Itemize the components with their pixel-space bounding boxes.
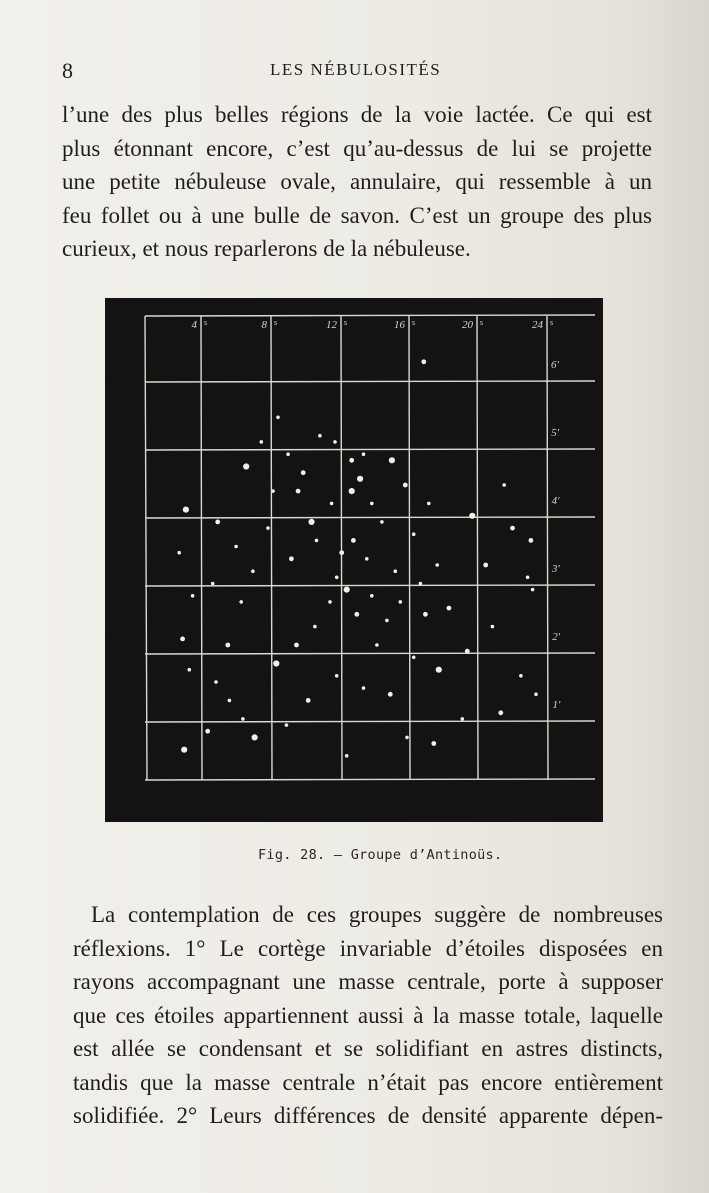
dec-tick-label: 1' (552, 699, 561, 711)
star-point (403, 483, 408, 488)
star-point (529, 538, 534, 543)
ra-tick-label: 24 (532, 319, 543, 331)
star-point (276, 416, 280, 420)
star-point (344, 587, 350, 593)
star-point (260, 440, 264, 444)
star-chart (105, 298, 603, 822)
ra-unit-label: s (550, 318, 554, 327)
star-point (241, 717, 245, 721)
star-point (399, 600, 403, 604)
page-number: 8 (62, 58, 73, 83)
star-point (349, 458, 354, 463)
text-line: rayons accompagnant une masse centrale, porte à supposer (73, 969, 663, 994)
grid-line-vertical (409, 316, 410, 780)
star-point (306, 698, 311, 703)
star-point (461, 717, 465, 721)
star-point (394, 569, 398, 573)
grid-line-horizontal (145, 721, 595, 722)
star-point (498, 710, 503, 715)
running-title: LES NÉBULOSITÉS (270, 60, 442, 79)
ra-tick-label: 4 (191, 319, 197, 331)
dec-tick-label: 5' (551, 427, 560, 439)
text-line: tandis que la masse centrale n’était pas encore entièrement (73, 1069, 663, 1095)
star-point (427, 502, 431, 506)
star-point (362, 452, 366, 456)
star-point (286, 452, 290, 456)
star-point (225, 643, 230, 648)
star-point (351, 538, 356, 543)
ra-tick-label: 16 (394, 319, 405, 331)
star-point (370, 594, 374, 598)
star-point (313, 625, 317, 629)
star-point (412, 656, 416, 660)
star-point (447, 606, 452, 611)
text-line: feu follet ou à une bulle de savon. C’est un groupe des plus (62, 202, 652, 228)
star-point (349, 488, 355, 494)
star-point (335, 576, 339, 580)
star-point (266, 526, 270, 530)
grid-line-horizontal (145, 779, 595, 780)
star-point (370, 502, 374, 506)
star-point (330, 502, 334, 506)
star-point (375, 643, 379, 647)
star-point (357, 476, 363, 482)
dec-tick-label: 2' (552, 631, 561, 643)
star-point (526, 576, 530, 580)
text-line: est allée se condensant et se solidifiant en astres distincts, (73, 1036, 663, 1061)
star-point (251, 569, 255, 573)
star-point (436, 667, 442, 673)
text-line: plus étonnant encore, c’est qu’au-dessus de lui se projette (62, 135, 652, 161)
star-point (435, 563, 439, 567)
star-point (243, 463, 249, 469)
text-line: l’une des plus belles régions de la voie lactée. Ce qui est (62, 102, 652, 127)
star-point (412, 532, 416, 536)
star-point (181, 747, 187, 753)
grid-line-horizontal (145, 517, 595, 518)
star-point (177, 551, 181, 555)
star-point (405, 736, 409, 740)
star-point (285, 723, 289, 727)
text-line: une petite nébuleuse ovale, annulaire, qui ressemble à un (62, 169, 652, 194)
grid-line-vertical (477, 316, 478, 780)
star-point (191, 594, 195, 598)
star-point (335, 674, 339, 678)
chart-background (105, 298, 603, 822)
dec-tick-label: 4' (551, 495, 560, 507)
star-point (239, 600, 243, 604)
star-point (431, 741, 436, 746)
star-point (419, 582, 423, 586)
star-point (423, 612, 428, 617)
star-point (388, 692, 393, 697)
ra-unit-label: s (204, 318, 208, 327)
star-point (183, 507, 189, 513)
star-point (534, 693, 538, 697)
ra-tick-label: 20 (462, 319, 473, 331)
star-point (421, 359, 426, 364)
text-line: solidifiée. 2° Leurs différences de densité apparente dépen- (73, 1103, 663, 1128)
figure-caption: Fig. 28. — Groupe d’Antinoüs. (258, 847, 503, 863)
star-chart-figure (105, 298, 603, 822)
star-point (318, 434, 322, 438)
star-point (271, 489, 275, 493)
ra-tick-label: 8 (261, 319, 267, 331)
star-point (519, 674, 523, 678)
star-point (296, 489, 301, 494)
star-point (315, 539, 319, 543)
star-point (215, 520, 220, 525)
dec-tick-label: 3' (551, 563, 560, 575)
ra-unit-label: s (344, 318, 348, 327)
star-point (252, 734, 258, 740)
star-point (354, 612, 359, 617)
star-point (469, 513, 475, 519)
text-line: que ces étoiles appartiennent aussi à la masse totale, laquelle (73, 1002, 663, 1028)
star-point (328, 600, 332, 604)
star-point (531, 588, 535, 592)
star-point (510, 526, 515, 531)
ra-unit-label: s (274, 318, 278, 327)
star-point (365, 557, 369, 561)
star-point (301, 470, 306, 475)
ra-unit-label: s (480, 318, 484, 327)
star-point (294, 643, 299, 648)
text-line: réflexions. 1° Le cortège invariable d’étoiles disposées en (73, 935, 663, 961)
star-point (389, 457, 395, 463)
star-point (491, 625, 495, 629)
star-point (385, 619, 389, 623)
ra-unit-label: s (412, 318, 416, 327)
ra-tick-label: 12 (326, 319, 337, 331)
star-point (180, 637, 185, 642)
star-point (211, 582, 215, 586)
star-point (345, 754, 349, 758)
star-point (188, 668, 192, 672)
star-point (333, 440, 337, 444)
star-point (502, 483, 506, 487)
star-point (308, 519, 314, 525)
dec-tick-label: 6' (551, 359, 559, 371)
star-point (362, 686, 366, 690)
text-line: La contemplation de ces groupes suggère de nombreuses (91, 902, 663, 927)
star-point (214, 680, 218, 684)
star-point (289, 556, 294, 561)
star-point (273, 660, 279, 666)
grid-line-vertical (547, 316, 548, 780)
paragraph-bottom (73, 898, 663, 1133)
grid-line-horizontal (145, 653, 595, 654)
star-point (483, 563, 488, 568)
star-point (234, 545, 238, 549)
star-point (380, 520, 384, 524)
paragraph-top (62, 98, 652, 266)
star-point (465, 649, 470, 654)
star-point (205, 729, 210, 734)
star-point (228, 699, 232, 703)
text-line: curieux, et nous reparlerons de la nébuleuse. (62, 236, 471, 261)
star-point (339, 550, 344, 555)
